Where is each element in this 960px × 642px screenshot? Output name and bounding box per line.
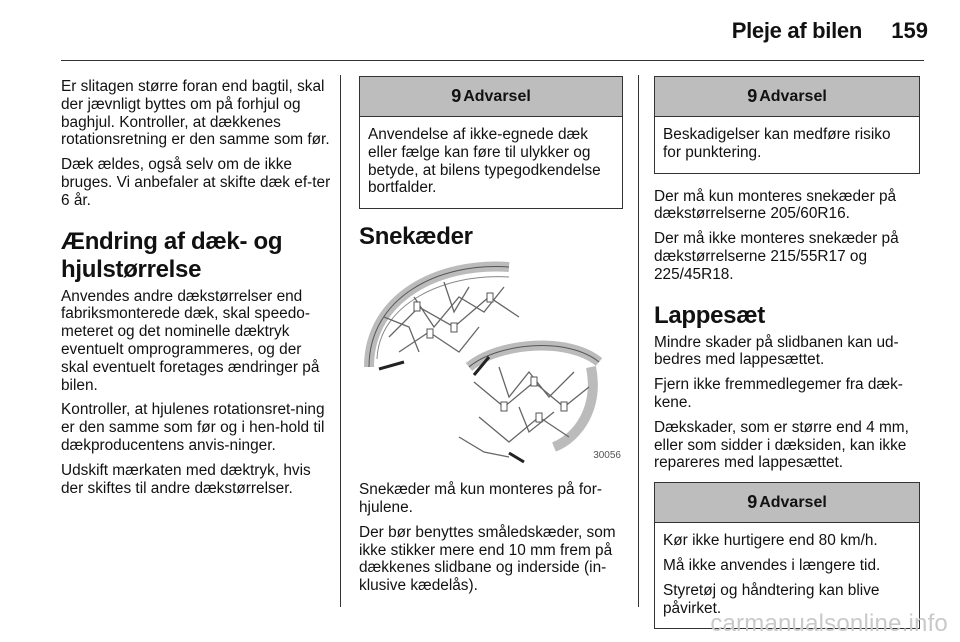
warning-icon: 9 bbox=[451, 86, 462, 106]
warning-body bbox=[655, 117, 919, 173]
column-1 bbox=[61, 78, 331, 504]
paragraph: Kontroller, at hjulenes rotationsret-ning er den samme som før og i hen-hold til dækproducentens anvis-ninger. bbox=[61, 401, 325, 454]
warning-title: Advarsel bbox=[759, 493, 827, 511]
warning-line: Må ikke anvendes i længere tid. bbox=[663, 556, 881, 574]
paragraph: Snekæder må kun monteres på for-hjulene. bbox=[359, 481, 602, 516]
page-header-title: Pleje af bilen bbox=[731, 18, 862, 43]
paragraph: Mindre skader på slidbanen kan ud-bedres med lappesættet. bbox=[654, 333, 899, 369]
column-divider-1 bbox=[340, 75, 341, 607]
warning-text: Beskadigelser kan medføre risiko for punktering. bbox=[663, 126, 891, 161]
warning-text: Anvendelse af ikke-egnede dæk eller fælge kan føre til ulykker og betyde, at bilens typegodkendelse bortfalder. bbox=[368, 126, 601, 197]
section-heading-tire-size: Ændring af dæk- og hjulstørrelse bbox=[61, 227, 283, 283]
warning-line: Styretøj og håndtering kan blive påvirket. bbox=[663, 581, 880, 617]
warning-header bbox=[655, 77, 919, 117]
snow-chain-drawing bbox=[359, 257, 623, 467]
paragraph: Udskift mærkaten med dæktryk, hvis der skiftes til andre dækstørrelser. bbox=[61, 461, 311, 497]
warning-icon: 9 bbox=[747, 492, 758, 513]
warning-box bbox=[359, 76, 623, 209]
warning-title: Advarsel bbox=[463, 87, 531, 105]
warning-header bbox=[360, 77, 622, 117]
column-3 bbox=[654, 76, 920, 642]
figure-number: 30056 bbox=[593, 450, 621, 462]
column-2 bbox=[359, 76, 623, 602]
watermark: carmanualsonline.info bbox=[710, 610, 948, 637]
paragraph: Anvendes andre dækstørrelser end fabriksmonterede dæk, skal speedo-meteret og det nominelle dæktryk eventuelt omprogrammeres, og der skal eventuelt foretages ændringer på bilen. bbox=[61, 287, 320, 394]
paragraph: Fjern ikke fremmedlegemer fra dæk-kene. bbox=[654, 376, 903, 411]
section-heading-snow-chains: Snekæder bbox=[359, 223, 473, 251]
paragraph: Dækskader, som er større end 4 mm, eller som sidder i dæksiden, kan ikke repareres med lappesættet. bbox=[654, 418, 909, 472]
header-rule bbox=[61, 60, 924, 61]
warning-box bbox=[654, 482, 920, 629]
paragraph: Dæk ældes, også selv om de ikke bruges. Vi anbefaler at skifte dæk ef-ter 6 år. bbox=[61, 156, 331, 209]
warning-icon: 9 bbox=[747, 86, 758, 106]
warning-line: Kør ikke hurtigere end 80 km/h. bbox=[663, 532, 878, 550]
column-divider-2 bbox=[638, 75, 639, 607]
paragraph: Der må ikke monteres snekæder på dækstørrelserne 215/55R17 og 225/45R18. bbox=[654, 230, 899, 283]
warning-header bbox=[655, 483, 919, 523]
warning-body bbox=[360, 117, 622, 208]
page-number: 159 bbox=[891, 18, 928, 43]
snow-chain-illustration bbox=[359, 257, 623, 467]
warning-box bbox=[654, 76, 920, 174]
paragraph: Der må kun monteres snekæder på dækstørrelserne 205/60R16. bbox=[654, 187, 897, 223]
warning-title: Advarsel bbox=[759, 87, 827, 105]
section-heading-repair-kit: Lappesæt bbox=[654, 301, 765, 329]
paragraph: Der bør benyttes småledskæder, som ikke stikker mere end 10 mm frem på dækkenes slidbane og inderside (in-klusive kædelås). bbox=[359, 523, 616, 595]
paragraph: Er slitagen større foran end bagtil, skal der jævnligt byttes om på forhjul og baghjul. Kontroller, at dækkenes rotationsretning er den samme som før. bbox=[61, 78, 330, 149]
